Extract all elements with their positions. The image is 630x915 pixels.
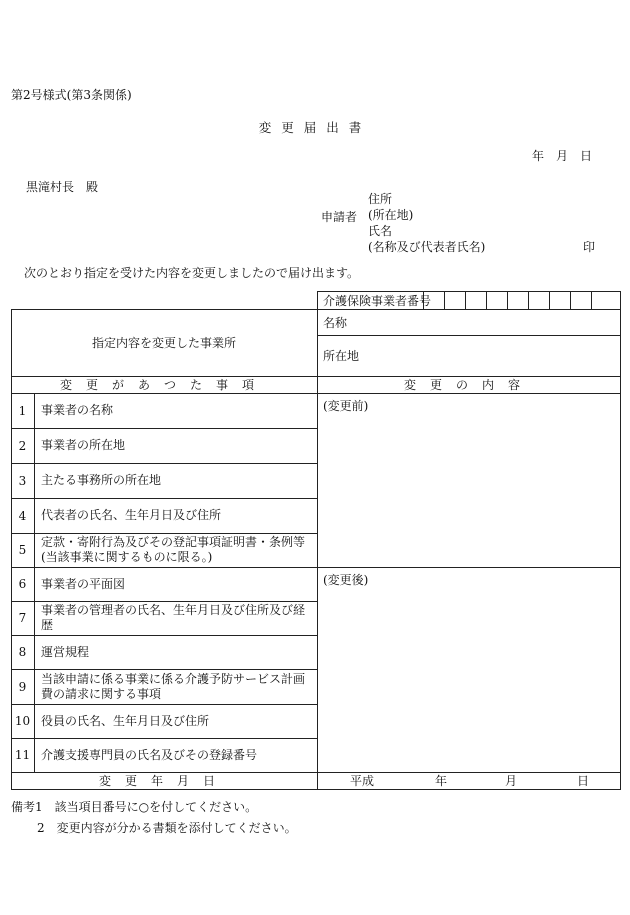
change-date-label: 変更年月日 — [98, 774, 229, 788]
change-date-month: 月 — [505, 774, 518, 788]
item-text: 事業者の管理者の氏名、生年月日及び住所及び経歴 — [41, 603, 306, 632]
form-number: 第2号様式(第3条関係) — [11, 88, 132, 102]
item-text: 主たる事務所の所在地 — [41, 473, 162, 487]
facility-name-label: 名称 — [323, 315, 348, 330]
item-text: 事業者の名称 — [41, 403, 114, 417]
item-text: 運営規程 — [41, 644, 90, 659]
change-date-era: 平成 — [350, 774, 375, 788]
change-date-year: 年 — [435, 774, 448, 788]
item-number: 4 — [18, 508, 27, 523]
item-text: 事業者の所在地 — [41, 438, 126, 452]
applicant-label: 申請者 — [321, 210, 358, 224]
items-column-header: 変更があつた事項 — [59, 378, 268, 392]
seal-mark: 印 — [583, 240, 596, 254]
item-text: 介護支援専門員の氏名及びその登録番号 — [41, 747, 258, 762]
item-text: 定款・寄附行為及びその登記事項証明書・条例等(当該事業に関するものに限る。) — [41, 535, 306, 564]
item-number: 9 — [18, 679, 27, 694]
before-label: (変更前) — [323, 399, 369, 413]
note-2: 2 変更内容が分かる書類を添付してください。 — [37, 821, 297, 835]
after-label: (変更後) — [323, 573, 369, 587]
note-1: 備考1 該当項目番号に○を付してください。 — [11, 800, 258, 814]
item-number: 1 — [18, 403, 27, 418]
item-number: 11 — [14, 748, 31, 762]
content-column-header: 変更の内容 — [403, 378, 534, 392]
item-number: 7 — [18, 611, 27, 625]
change-date-day: 日 — [577, 774, 590, 788]
applicant-name-sub: (名称及び代表者氏名) — [368, 240, 486, 254]
insurance-number-label: 介護保険事業者番号 — [323, 293, 432, 308]
item-number: 5 — [18, 543, 27, 557]
item-number: 6 — [18, 577, 27, 591]
applicant-name-label: 氏名 — [368, 224, 393, 238]
item-number: 3 — [18, 473, 27, 488]
addressee: 黒滝村長 殿 — [26, 180, 99, 194]
item-text: 役員の氏名、生年月日及び住所 — [41, 713, 210, 728]
item-text: 事業者の平面図 — [41, 576, 126, 591]
item-text: 当該申請に係る事業に係る介護予防サービス計画費の請求に関する事項 — [41, 671, 306, 701]
item-number: 2 — [18, 438, 27, 453]
item-number: 10 — [14, 714, 31, 728]
facility-location-label: 所在地 — [323, 349, 360, 363]
intro-text: 次のとおり指定を受けた内容を変更しましたので届け出ます。 — [24, 266, 360, 280]
change-form-table — [11, 291, 621, 790]
item-number: 8 — [18, 645, 27, 659]
facility-label: 指定内容を変更した事業所 — [91, 336, 236, 350]
applicant-address-sub: (所在地) — [368, 208, 414, 222]
submission-date: 年 月 日 — [531, 149, 592, 163]
item-text: 代表者の氏名、生年月日及び住所 — [41, 508, 222, 522]
document-title: 変更届出書 — [258, 120, 372, 135]
applicant-address-label: 住所 — [368, 192, 393, 206]
